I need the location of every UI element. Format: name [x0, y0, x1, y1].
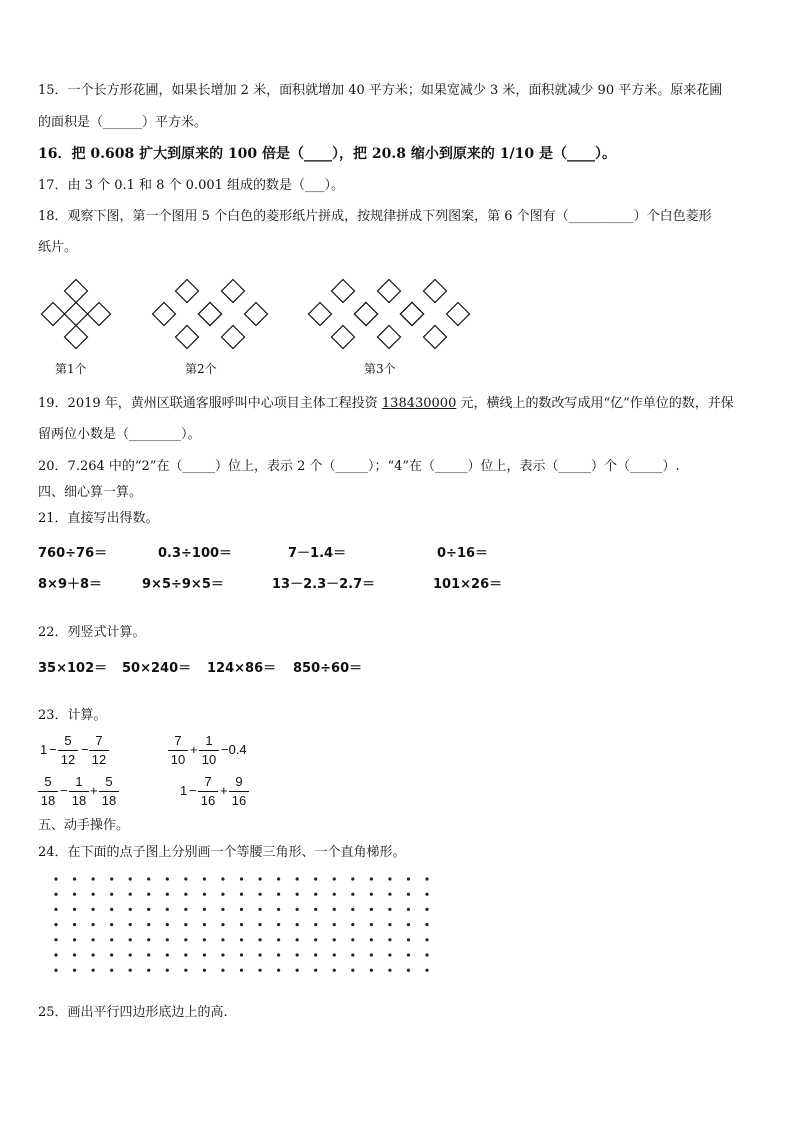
grid-dot: [110, 953, 113, 956]
grid-dot: [147, 877, 150, 880]
grid-dot: [92, 923, 95, 926]
grid-dot: [73, 938, 76, 941]
numerator: 1: [205, 733, 213, 748]
grid-dot: [221, 908, 224, 911]
grid-dot: [184, 938, 187, 941]
grid-dot: [129, 893, 132, 896]
grid-dot: [240, 938, 243, 941]
grid-dot: [370, 953, 373, 956]
grid-dot: [184, 969, 187, 972]
grid-dot: [92, 953, 95, 956]
grid-dot: [92, 893, 95, 896]
grid-dot: [370, 938, 373, 941]
q19-text-a: 19．2019 年，黄州区联通客服呼叫中心项目主体工程投资: [38, 396, 382, 411]
denominator: 12: [60, 752, 76, 767]
grid-dot: [129, 969, 132, 972]
grid-dot: [425, 923, 428, 926]
grid-dot: [296, 908, 299, 911]
q21-item: 760÷76＝: [38, 546, 108, 561]
grid-dot: [370, 877, 373, 880]
numerator: 7: [174, 733, 182, 748]
numerator: 5: [64, 733, 72, 748]
grid-dot: [147, 953, 150, 956]
operator: −: [60, 783, 68, 798]
grid-dot: [166, 908, 169, 911]
grid-dot: [407, 908, 410, 911]
grid-dot: [425, 893, 428, 896]
grid-dot: [333, 953, 336, 956]
grid-dot: [73, 923, 76, 926]
q17-text: 17．由 3 个 0.1 和 8 个 0.001 组成的数是（___）。: [38, 178, 345, 193]
q19-line2: 留两位小数是（________）。: [38, 427, 201, 442]
grid-dot: [221, 938, 224, 941]
grid-dot: [54, 893, 57, 896]
grid-dot: [166, 953, 169, 956]
grid-dot: [203, 969, 206, 972]
grid-dot: [425, 938, 428, 941]
grid-dot: [92, 908, 95, 911]
grid-dot: [351, 877, 354, 880]
q22-item: 35×102＝: [38, 661, 108, 676]
grid-dot: [73, 908, 76, 911]
grid-dot: [296, 923, 299, 926]
grid-dot: [166, 923, 169, 926]
denominator: 10: [201, 752, 217, 767]
grid-dot: [277, 953, 280, 956]
grid-dot: [129, 953, 132, 956]
grid-dot: [166, 893, 169, 896]
q21-item: 0÷16＝: [437, 546, 489, 561]
grid-dot: [407, 938, 410, 941]
q15-line2: 的面积是（______）平方米。: [38, 115, 208, 130]
grid-dot: [407, 923, 410, 926]
grid-dot: [333, 938, 336, 941]
grid-dot: [314, 877, 317, 880]
grid-dot: [351, 969, 354, 972]
grid-dot: [425, 908, 428, 911]
grid-dot: [277, 969, 280, 972]
operator: −: [49, 742, 57, 757]
operator: +: [190, 742, 198, 757]
grid-dot: [166, 938, 169, 941]
grid-dot: [407, 893, 410, 896]
denominator: 10: [170, 752, 186, 767]
grid-dot: [333, 908, 336, 911]
grid-dot: [110, 908, 113, 911]
operator: −: [81, 742, 89, 757]
grid-dot: [54, 953, 57, 956]
grid-dot: [388, 877, 391, 880]
section5-title: 五、动手操作。: [38, 818, 130, 833]
grid-dot: [203, 908, 206, 911]
grid-dot: [166, 969, 169, 972]
grid-dot: [425, 877, 428, 880]
grid-dot: [110, 969, 113, 972]
grid-dot: [296, 877, 299, 880]
q18-line1: 18．观察下图，第一个图用 5 个白色的菱形纸片拼成，按规律拼成下列图案，第 6 个图有（__________）个白色菱形: [38, 209, 712, 224]
q21-item: 7－1.4＝: [288, 546, 347, 561]
grid-dot: [110, 938, 113, 941]
grid-dot: [110, 893, 113, 896]
grid-dot: [147, 969, 150, 972]
grid-dot: [54, 877, 57, 880]
q22-item: 850÷60＝: [293, 661, 363, 676]
grid-dot: [92, 969, 95, 972]
denominator: 16: [200, 793, 216, 808]
grid-dot: [388, 893, 391, 896]
lead-one: 1: [40, 742, 48, 757]
q21-item: 101×26＝: [433, 577, 503, 592]
grid-dot: [407, 953, 410, 956]
q15-line1: 15．一个长方形花圃，如果长增加 2 米，面积就增加 40 平方米；如果宽减少 3 米，面积就减少 90 平方米。原来花圃: [38, 83, 723, 98]
q22-title: 22．列竖式计算。: [38, 625, 146, 640]
grid-dot: [221, 877, 224, 880]
grid-dot: [203, 953, 206, 956]
q21-item: 0.3÷100＝: [158, 546, 233, 561]
grid-dot: [240, 923, 243, 926]
figure-caption-1: 第1个: [55, 362, 87, 376]
grid-dot: [258, 938, 261, 941]
grid-dot: [314, 953, 317, 956]
grid-dot: [203, 877, 206, 880]
grid-dot: [240, 893, 243, 896]
q21-item: 8×9＋8＝: [38, 577, 103, 592]
grid-dot: [333, 893, 336, 896]
grid-dot: [296, 938, 299, 941]
grid-dot: [54, 923, 57, 926]
grid-dot: [277, 908, 280, 911]
grid-dot: [184, 908, 187, 911]
grid-dot: [351, 923, 354, 926]
grid-dot: [110, 923, 113, 926]
grid-dot: [240, 908, 243, 911]
q22-item: 50×240＝: [122, 661, 192, 676]
grid-dot: [258, 923, 261, 926]
q19-underlined-number: 138430000: [381, 396, 457, 411]
grid-dot: [240, 969, 243, 972]
denominator: 18: [71, 793, 87, 808]
grid-dot: [184, 877, 187, 880]
grid-dot: [258, 877, 261, 880]
grid-dot: [184, 923, 187, 926]
grid-dot: [184, 953, 187, 956]
numerator: 5: [105, 774, 113, 789]
q20-text: 20．7.264 中的“2”在（_____）位上，表示 2 个（_____）；“4”在（_____）位上，表示（_____）个（_____）.: [38, 459, 680, 474]
grid-dot: [221, 953, 224, 956]
grid-dot: [351, 893, 354, 896]
grid-dot: [240, 953, 243, 956]
grid-dot: [147, 893, 150, 896]
grid-dot: [110, 877, 113, 880]
grid-dot: [54, 908, 57, 911]
grid-dot: [314, 908, 317, 911]
denominator: 18: [40, 793, 56, 808]
grid-dot: [277, 938, 280, 941]
grid-dot: [333, 969, 336, 972]
grid-dot: [314, 969, 317, 972]
operator: +: [90, 783, 98, 798]
grid-dot: [314, 893, 317, 896]
tail: −0.4: [221, 742, 247, 757]
q24-title: 24．在下面的点子图上分别画一个等腰三角形、一个直角梯形。: [38, 845, 406, 860]
q22-item: 124×86＝: [207, 661, 277, 676]
grid-dot: [240, 877, 243, 880]
grid-dot: [296, 953, 299, 956]
grid-dot: [370, 923, 373, 926]
denominator: 18: [101, 793, 117, 808]
grid-dot: [221, 923, 224, 926]
grid-dot: [351, 908, 354, 911]
lead-one: 1: [180, 783, 188, 798]
grid-dot: [314, 923, 317, 926]
grid-dot: [258, 953, 261, 956]
grid-dot: [388, 953, 391, 956]
denominator: 12: [91, 752, 107, 767]
q21-title: 21．直接写出得数。: [38, 511, 159, 526]
grid-dot: [388, 938, 391, 941]
grid-dot: [129, 908, 132, 911]
operator: +: [220, 783, 228, 798]
grid-dot: [425, 969, 428, 972]
grid-dot: [92, 938, 95, 941]
q18-line2: 纸片。: [38, 240, 78, 255]
grid-dot: [147, 908, 150, 911]
grid-dot: [388, 923, 391, 926]
grid-dot: [54, 969, 57, 972]
numerator: 9: [235, 774, 243, 789]
grid-dot: [314, 938, 317, 941]
figure-caption-2: 第2个: [185, 362, 217, 376]
grid-dot: [370, 893, 373, 896]
grid-dot: [333, 877, 336, 880]
numerator: 7: [95, 733, 103, 748]
grid-dot: [203, 893, 206, 896]
grid-dot: [92, 877, 95, 880]
q23-title: 23．计算。: [38, 708, 107, 723]
section4-title: 四、细心算一算。: [38, 485, 143, 500]
grid-dot: [73, 969, 76, 972]
grid-dot: [388, 969, 391, 972]
figure-caption-3: 第3个: [364, 362, 396, 376]
grid-dot: [258, 969, 261, 972]
grid-dot: [221, 893, 224, 896]
operator: −: [189, 783, 197, 798]
grid-dot: [258, 893, 261, 896]
grid-dot: [407, 969, 410, 972]
grid-dot: [221, 969, 224, 972]
grid-dot: [129, 938, 132, 941]
denominator: 16: [231, 793, 247, 808]
numerator: 1: [75, 774, 83, 789]
grid-dot: [166, 877, 169, 880]
grid-dot: [129, 923, 132, 926]
grid-dot: [351, 938, 354, 941]
grid-dot: [258, 908, 261, 911]
q25-title: 25．画出平行四边形底边上的高.: [38, 1005, 228, 1020]
grid-dot: [407, 877, 410, 880]
grid-dot: [296, 969, 299, 972]
q21-item: 9×5÷9×5＝: [142, 577, 224, 592]
grid-dot: [147, 923, 150, 926]
q16-text: 16．把 0.608 扩大到原来的 100 倍是（____），把 20.8 缩小到原来的 1/10 是（____）。: [38, 146, 616, 162]
q19-text-b: 元，横线上的数改写成用“亿”作单位的数，并保: [456, 396, 734, 411]
grid-dot: [370, 969, 373, 972]
numerator: 5: [44, 774, 52, 789]
grid-dot: [296, 893, 299, 896]
numerator: 7: [204, 774, 212, 789]
grid-dot: [370, 908, 373, 911]
grid-dot: [129, 877, 132, 880]
grid-dot: [203, 923, 206, 926]
grid-dot: [203, 938, 206, 941]
grid-dot: [277, 877, 280, 880]
grid-dot: [73, 953, 76, 956]
grid-dot: [351, 953, 354, 956]
q21-item: 13－2.3－2.7＝: [272, 577, 376, 592]
grid-dot: [277, 893, 280, 896]
grid-dot: [277, 923, 280, 926]
grid-dot: [73, 893, 76, 896]
grid-dot: [333, 923, 336, 926]
grid-dot: [73, 877, 76, 880]
grid-dot: [54, 938, 57, 941]
grid-dot: [147, 938, 150, 941]
grid-dot: [388, 908, 391, 911]
grid-dot: [184, 893, 187, 896]
grid-dot: [425, 953, 428, 956]
